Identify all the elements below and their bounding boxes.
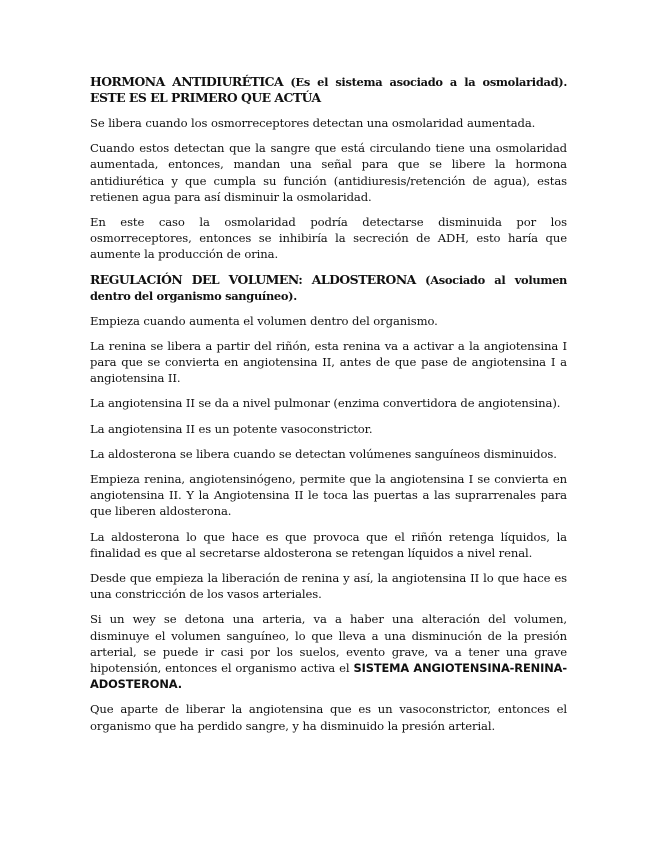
paragraph-sistema xyxy=(90,611,567,692)
paragraph: La aldosterona se libera cuando se detectan volúmenes sanguíneos disminuidos. xyxy=(90,446,557,461)
heading-tail: ESTE ES EL PRIMERO QUE ACTÚA xyxy=(90,90,321,105)
paragraph: Desde que empieza la liberación de renina y así, la angiotensina II lo que hace es una constricción de los vasos arteriales. xyxy=(90,571,567,602)
paragraph: Cuando estos detectan que la sangre que está circulando tiene una osmolaridad aumentada, entonces, mandan una señal para que se libere la hormona antidiurética y que cumpla su función (antidiuresis/retención de agua), estas retienen agua para así disminuir la osmolaridad. xyxy=(90,141,567,204)
paragraph: La aldosterona lo que hace es que provoca que el riñón retenga líquidos, la finalidad es que al secretarse aldosterona se retengan líquidos a nivel renal. xyxy=(90,529,567,560)
paragraph: En este caso la osmolaridad podría detectarse disminuida por los osmorreceptores, entonces se inhibiría la secreción de ADH, esto haría que aumente la producción de orina. xyxy=(90,215,567,262)
paragraph: La angiotensina II es un potente vasoconstrictor. xyxy=(90,421,373,436)
paragraph: La angiotensina II se da a nivel pulmonar (enzima convertidora de angiotensina). xyxy=(90,396,561,411)
heading-note: (Es el sistema asociado a la osmolaridad). xyxy=(283,75,567,89)
paragraph: Se libera cuando los osmorreceptores detectan una osmolaridad aumentada. xyxy=(90,116,536,130)
section2-heading xyxy=(90,272,567,304)
paragraph-text: Si un wey se detona una arteria, va a haber una alteración del volumen, disminuye el volumen sanguíneo, lo que lleva a una disminución de la presión arterial, se puede ir casi por los suelos, evento grave, va a tener una grave hipotensión, entonces el organismo activa el xyxy=(90,612,567,676)
heading-note: (Asociado al volumen dentro del organismo sanguíneo). xyxy=(90,272,568,303)
paragraph: La renina se libera a partir del riñón, esta renina va a activar a la angiotensina I para que se convierta en angiotensina II, antes de que pase de angiotensina I a angiotensina II. xyxy=(90,338,567,386)
system-name: SISTEMA ANGIOTENSINA-RENINA-ADOSTERONA. xyxy=(90,661,568,692)
heading-title: REGULACIÓN DEL VOLUMEN: ALDOSTERONA xyxy=(90,271,416,287)
paragraph: Empieza cuando aumenta el volumen dentro del organismo. xyxy=(90,313,438,328)
paragraph: Empieza renina, angiotensinógeno, permite que la angiotensina I se convierta en angiotensina II. Y la Angiotensina II le toca las puertas a las suprarrenales para que liberen aldosterona. xyxy=(90,472,567,519)
section1-heading xyxy=(90,74,567,106)
paragraph: Que aparte de liberar la angiotensina que es un vasoconstrictor, entonces el organismo que ha perdido sangre, y ha disminuido la presión arterial. xyxy=(90,702,567,733)
heading-title: HORMONA ANTIDIURÉTICA xyxy=(90,74,284,89)
